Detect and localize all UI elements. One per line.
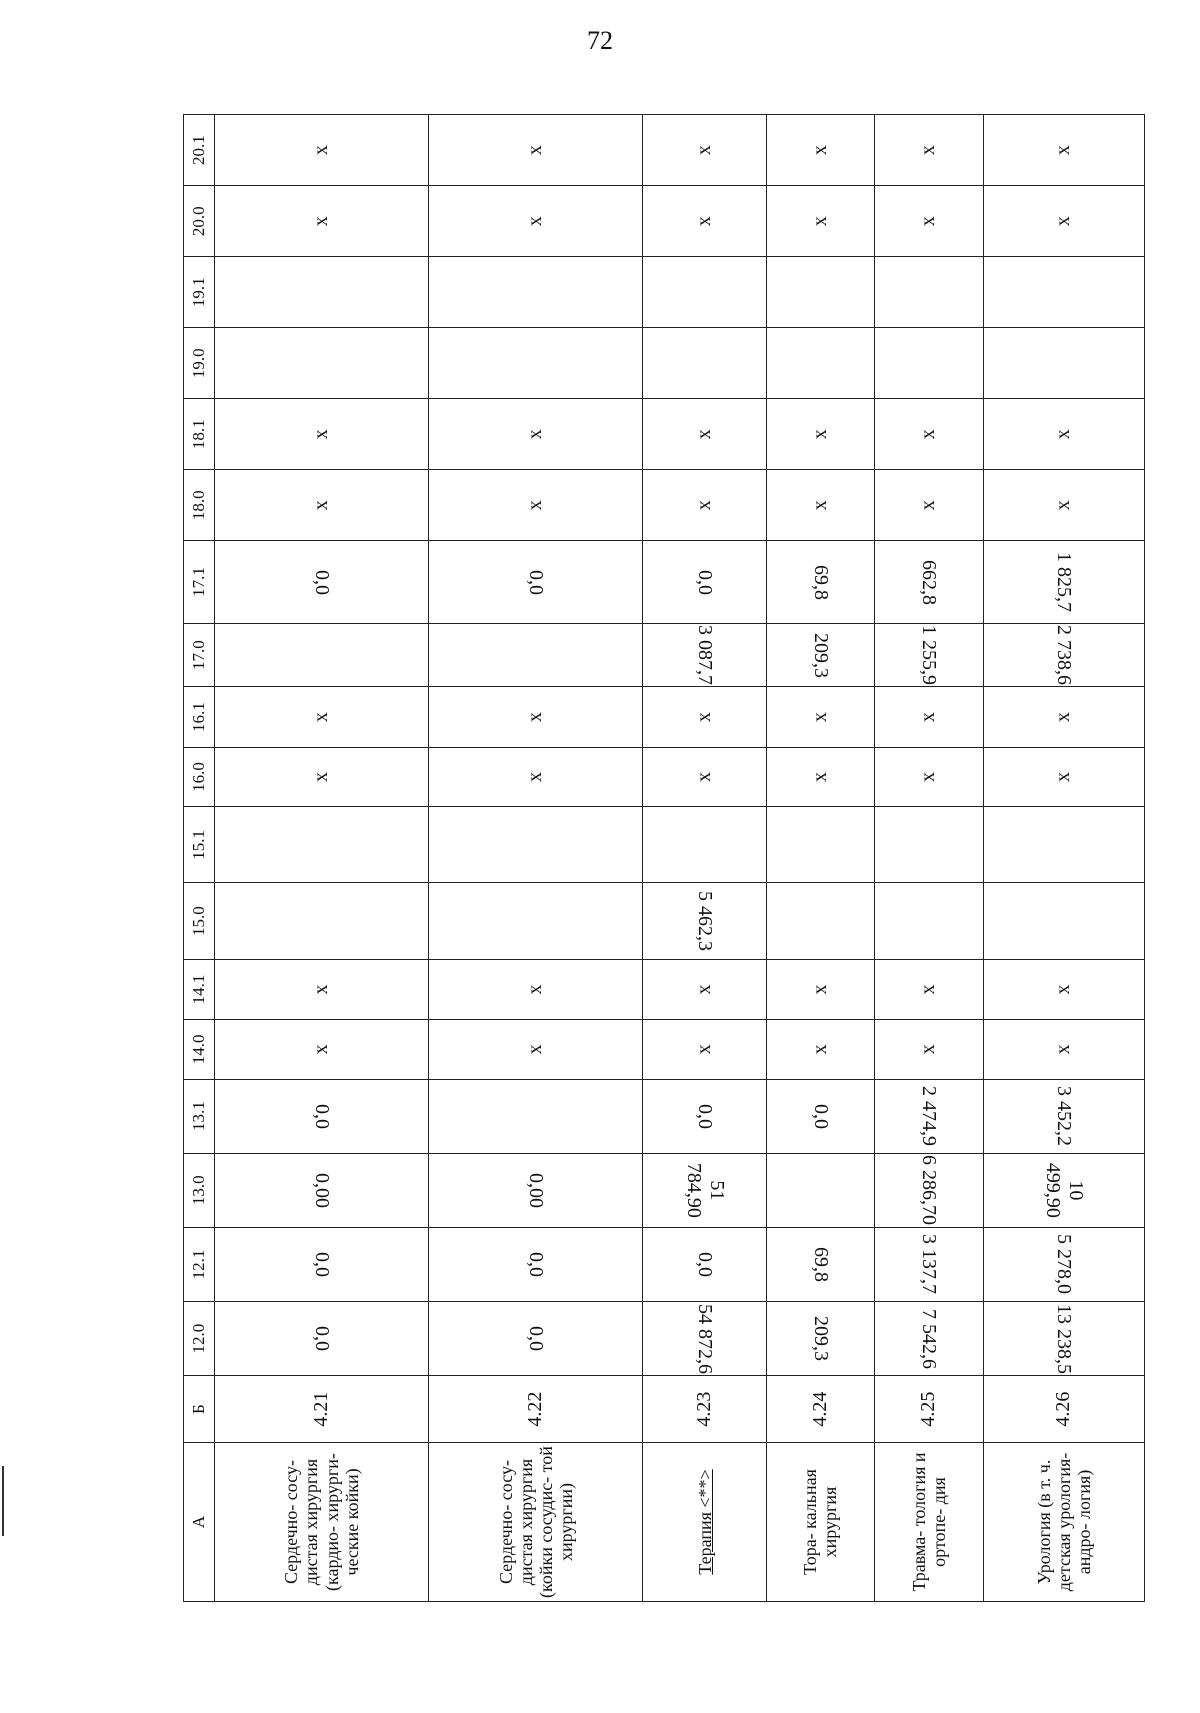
- cell-x-mark: [643, 186, 766, 257]
- data-cell: [643, 1153, 766, 1227]
- row-code: 4.24: [766, 1376, 874, 1443]
- cell-value: 0,0: [694, 569, 717, 595]
- row-name-text: Урология (в т. ч. детская урология- андро- логия): [1033, 1452, 1094, 1592]
- cell-value: x: [524, 984, 547, 995]
- data-cell: [215, 541, 429, 624]
- cell-value: 3 137,7: [918, 1234, 941, 1295]
- cell-value: x: [917, 216, 940, 227]
- rotated-table-container: [183, 114, 1145, 1602]
- data-cell: [766, 1153, 874, 1227]
- data-cell: [766, 1227, 874, 1301]
- cell-value: 69,8: [809, 564, 832, 600]
- data-cell: [643, 883, 766, 959]
- data-cell: [643, 257, 766, 328]
- cell-x-mark: [766, 115, 874, 186]
- row-code: 4.25: [875, 1376, 983, 1443]
- column-header: 16.1: [184, 687, 215, 747]
- row-name: [766, 1443, 874, 1602]
- data-cell: [766, 257, 874, 328]
- cell-x-mark: [429, 1020, 643, 1079]
- cell-x-mark: [215, 399, 429, 470]
- cell-value: 2 738,6: [1053, 625, 1076, 686]
- cell-value: x: [310, 500, 333, 511]
- cell-x-mark: [215, 115, 429, 186]
- cell-value: 54 872,6: [694, 1303, 717, 1374]
- data-cell: [983, 1302, 1144, 1376]
- cell-x-mark: [643, 115, 766, 186]
- data-cell: [875, 623, 983, 687]
- row-name-text: Сердечно- сосу- дистая хирургия (кардио- хирурги- ческие койки): [281, 1453, 362, 1591]
- column-header: 13.1: [184, 1079, 215, 1153]
- cell-value: x: [808, 500, 831, 511]
- cell-x-mark: [643, 687, 766, 747]
- data-cell: [643, 1079, 766, 1153]
- table-frame: [183, 114, 1145, 1602]
- row-name: [983, 1443, 1144, 1602]
- cell-value: x: [693, 772, 716, 782]
- column-header: Б: [184, 1376, 215, 1443]
- cell-x-mark: [643, 470, 766, 541]
- cell-x-mark: [983, 186, 1144, 257]
- margin-rule: [2, 1466, 4, 1536]
- data-cell: [766, 1302, 874, 1376]
- cell-value: 0,0: [525, 1251, 548, 1277]
- data-cell: [983, 807, 1144, 883]
- cell-x-mark: [875, 399, 983, 470]
- data-cell: [766, 328, 874, 399]
- cell-value: 209,3: [809, 1316, 832, 1362]
- data-cell: [643, 1302, 766, 1376]
- cell-x-mark: [766, 186, 874, 257]
- cell-value: 69,8: [809, 1246, 832, 1282]
- cell-value: 0,00: [525, 1172, 548, 1208]
- cell-value: x: [693, 500, 716, 511]
- cell-value: 51 784,90: [682, 1162, 728, 1218]
- cell-x-mark: [875, 470, 983, 541]
- row-name: [215, 1443, 429, 1602]
- cell-value: 0,00: [311, 1172, 334, 1208]
- data-cell: [429, 1302, 643, 1376]
- row-code: 4.26: [983, 1376, 1144, 1443]
- row-name-text: Терапия <**>: [694, 1469, 715, 1575]
- cell-x-mark: [643, 747, 766, 806]
- cell-x-mark: [983, 1020, 1144, 1079]
- cell-value: x: [917, 1044, 940, 1055]
- cell-value: x: [310, 429, 333, 440]
- table-row: [429, 115, 643, 1602]
- data-cell: [983, 623, 1144, 687]
- cell-x-mark: [875, 959, 983, 1019]
- cell-value: 0,0: [311, 1251, 334, 1277]
- cell-value: x: [808, 429, 831, 440]
- cell-x-mark: [429, 470, 643, 541]
- data-cell: [429, 1153, 643, 1227]
- cell-x-mark: [983, 399, 1144, 470]
- cell-x-mark: [766, 399, 874, 470]
- cell-x-mark: [766, 687, 874, 747]
- cell-x-mark: [429, 687, 643, 747]
- cell-value: 662,8: [918, 559, 941, 605]
- data-cell: [875, 257, 983, 328]
- data-cell: [429, 541, 643, 624]
- data-cell: [643, 807, 766, 883]
- cell-value: x: [917, 772, 940, 782]
- cell-value: x: [524, 712, 547, 723]
- data-cell: [215, 883, 429, 959]
- column-header: 15.0: [184, 883, 215, 959]
- cell-value: x: [1052, 216, 1075, 227]
- data-cell: [875, 807, 983, 883]
- data-cell: [983, 1079, 1144, 1153]
- cell-value: x: [1052, 984, 1075, 995]
- row-code: 4.21: [215, 1376, 429, 1443]
- data-cell: [983, 257, 1144, 328]
- column-header: 20.0: [184, 186, 215, 257]
- cell-value: x: [1052, 1044, 1075, 1055]
- column-header: 20.1: [184, 115, 215, 186]
- cell-value: 0,0: [525, 1326, 548, 1352]
- cell-value: 10 499,90: [1041, 1162, 1087, 1218]
- data-cell: [429, 257, 643, 328]
- data-cell: [875, 1227, 983, 1301]
- cell-x-mark: [429, 399, 643, 470]
- data-cell: [875, 328, 983, 399]
- data-cell: [875, 541, 983, 624]
- data-cell: [215, 257, 429, 328]
- column-header: 12.1: [184, 1227, 215, 1301]
- row-code: 4.22: [429, 1376, 643, 1443]
- cell-value: x: [524, 1044, 547, 1055]
- table-row: [643, 115, 766, 1602]
- row-name-text: Тора- кальная хирургия: [800, 1469, 841, 1575]
- column-header: 13.0: [184, 1153, 215, 1227]
- cell-x-mark: [983, 470, 1144, 541]
- cell-value: x: [917, 145, 940, 156]
- cell-value: x: [808, 712, 831, 723]
- cell-value: x: [310, 145, 333, 156]
- data-cell: [643, 541, 766, 624]
- cell-value: x: [917, 500, 940, 511]
- data-cell: [429, 328, 643, 399]
- cell-value: x: [1052, 772, 1075, 782]
- data-cell: [643, 328, 766, 399]
- cell-value: x: [808, 984, 831, 995]
- cell-value: 0,0: [809, 1103, 832, 1129]
- table-row: [215, 115, 429, 1602]
- column-header: 19.1: [184, 257, 215, 328]
- data-cell: [983, 1153, 1144, 1227]
- cell-value: x: [524, 772, 547, 782]
- cell-value: x: [524, 429, 547, 440]
- cell-x-mark: [875, 1020, 983, 1079]
- cell-value: x: [524, 500, 547, 511]
- cell-x-mark: [215, 470, 429, 541]
- cell-value: x: [310, 216, 333, 227]
- cell-x-mark: [766, 470, 874, 541]
- cell-value: x: [310, 1044, 333, 1055]
- cell-value: 0,0: [311, 1326, 334, 1352]
- cell-value: x: [1052, 145, 1075, 156]
- data-cell: [766, 541, 874, 624]
- data-cell: [215, 328, 429, 399]
- cell-value: 209,3: [809, 632, 832, 678]
- row-name-text: Травма- тология и ортопе- дия: [908, 1452, 949, 1592]
- cell-value: x: [917, 712, 940, 723]
- cell-x-mark: [766, 959, 874, 1019]
- data-cell: [766, 623, 874, 687]
- cell-value: x: [693, 145, 716, 156]
- cell-x-mark: [983, 687, 1144, 747]
- column-header: 15.1: [184, 807, 215, 883]
- data-cell: [766, 883, 874, 959]
- cell-value: x: [693, 1044, 716, 1055]
- data-cell: [215, 1079, 429, 1153]
- data-cell: [875, 1153, 983, 1227]
- column-header: 16.0: [184, 747, 215, 806]
- cell-value: 0,0: [694, 1103, 717, 1129]
- cell-value: 13 238,5: [1053, 1303, 1076, 1374]
- cell-x-mark: [429, 186, 643, 257]
- cell-value: x: [917, 984, 940, 995]
- cell-value: x: [808, 1044, 831, 1055]
- column-header: А: [184, 1443, 215, 1602]
- cell-x-mark: [643, 399, 766, 470]
- cell-value: 0,0: [311, 1103, 334, 1129]
- cell-value: x: [310, 712, 333, 723]
- column-header: 14.1: [184, 959, 215, 1019]
- cell-value: 7 542,6: [918, 1308, 941, 1369]
- cell-value: x: [808, 772, 831, 782]
- data-cell: [215, 623, 429, 687]
- page-number: 72: [587, 26, 613, 55]
- data-cell: [643, 623, 766, 687]
- data-cell: [429, 883, 643, 959]
- data-cell: [983, 883, 1144, 959]
- column-header: 19.0: [184, 328, 215, 399]
- data-cell: [983, 1227, 1144, 1301]
- data-cell: [215, 1153, 429, 1227]
- cell-value: x: [310, 984, 333, 995]
- cell-value: 6 286,70: [918, 1155, 941, 1226]
- cell-value: 3 087,7: [694, 625, 717, 686]
- cell-value: x: [1052, 500, 1075, 511]
- data-cell: [875, 1079, 983, 1153]
- cell-value: 0,0: [311, 569, 334, 595]
- cell-x-mark: [983, 747, 1144, 806]
- cell-value: x: [693, 429, 716, 440]
- data-cell: [875, 1302, 983, 1376]
- cell-x-mark: [643, 959, 766, 1019]
- column-header: 12.0: [184, 1302, 215, 1376]
- data-cell: [983, 328, 1144, 399]
- column-header: 18.1: [184, 399, 215, 470]
- cell-x-mark: [766, 747, 874, 806]
- cell-value: x: [693, 712, 716, 723]
- cell-x-mark: [429, 747, 643, 806]
- cell-x-mark: [215, 959, 429, 1019]
- cell-x-mark: [983, 115, 1144, 186]
- cell-value: 1 255,9: [918, 625, 941, 686]
- cell-x-mark: [875, 687, 983, 747]
- cell-value: x: [693, 216, 716, 227]
- row-code: 4.23: [643, 1376, 766, 1443]
- cell-value: x: [524, 216, 547, 227]
- cell-x-mark: [429, 115, 643, 186]
- data-cell: [875, 883, 983, 959]
- cell-value: x: [808, 216, 831, 227]
- cell-x-mark: [766, 1020, 874, 1079]
- cell-x-mark: [643, 1020, 766, 1079]
- cell-value: 3 452,2: [1053, 1086, 1076, 1147]
- cell-value: 0,0: [694, 1251, 717, 1277]
- row-name: [429, 1443, 643, 1602]
- cell-value: x: [808, 145, 831, 156]
- table-row: [875, 115, 983, 1602]
- row-name: [875, 1443, 983, 1602]
- data-cell: [766, 1079, 874, 1153]
- cell-value: 2 474,9: [918, 1086, 941, 1147]
- cell-value: 0,0: [525, 569, 548, 595]
- data-cell: [766, 807, 874, 883]
- cell-x-mark: [429, 959, 643, 1019]
- cell-x-mark: [875, 186, 983, 257]
- cell-value: 1 825,7: [1053, 552, 1076, 613]
- cell-x-mark: [875, 115, 983, 186]
- cell-x-mark: [215, 1020, 429, 1079]
- data-cell: [429, 1227, 643, 1301]
- cell-x-mark: [983, 959, 1144, 1019]
- cell-x-mark: [215, 186, 429, 257]
- data-cell: [429, 807, 643, 883]
- data-cell: [215, 1227, 429, 1301]
- column-header: 18.0: [184, 470, 215, 541]
- column-header: 14.0: [184, 1020, 215, 1079]
- cell-value: x: [917, 429, 940, 440]
- cell-value: x: [1052, 712, 1075, 723]
- data-cell: [429, 623, 643, 687]
- row-name-text: Сердечно- сосу- дистая хирургия (койки сосудис- той хирургии): [495, 1446, 576, 1598]
- table-row: [983, 115, 1144, 1602]
- row-name: [643, 1443, 766, 1602]
- data-cell: [983, 541, 1144, 624]
- data-cell: [215, 807, 429, 883]
- data-cell: [215, 1302, 429, 1376]
- cell-x-mark: [215, 747, 429, 806]
- column-header: 17.1: [184, 541, 215, 624]
- cell-value: 5 278,0: [1053, 1234, 1076, 1295]
- data-cell: [429, 1079, 643, 1153]
- cell-x-mark: [215, 687, 429, 747]
- cell-value: x: [693, 984, 716, 995]
- cell-value: 5 462,3: [694, 891, 717, 952]
- header-row: [184, 115, 215, 1602]
- table-row: [766, 115, 874, 1602]
- cell-value: x: [524, 145, 547, 156]
- data-cell: [643, 1227, 766, 1301]
- cell-x-mark: [875, 747, 983, 806]
- column-header: 17.0: [184, 623, 215, 687]
- data-table: [183, 114, 1145, 1602]
- cell-value: x: [1052, 429, 1075, 440]
- cell-value: x: [310, 772, 333, 782]
